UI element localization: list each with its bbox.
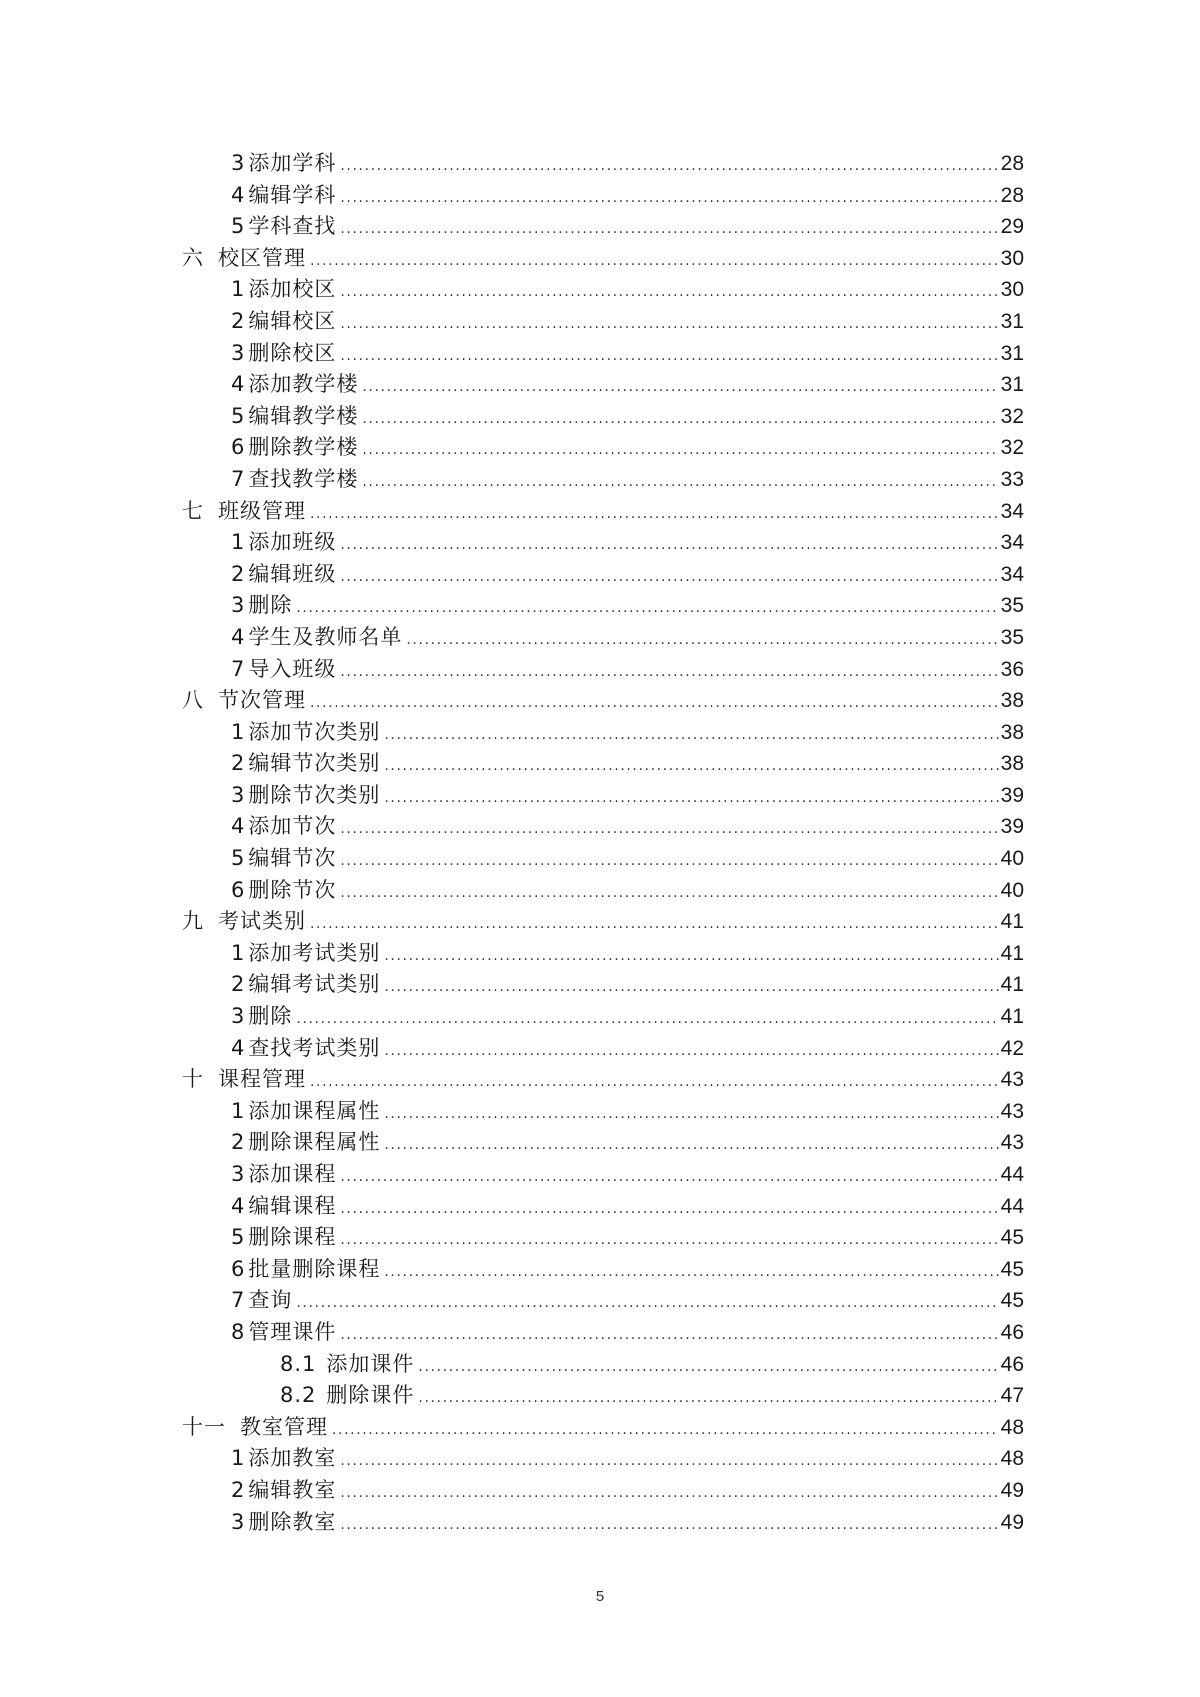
toc-entry-page-number: 46 [1000, 1352, 1024, 1376]
toc-chapter-entry[interactable] [182, 1064, 1024, 1096]
toc-entry-title: 编辑教室 [248, 1477, 337, 1502]
toc-entry-label [231, 875, 336, 907]
dot-leader [384, 1099, 998, 1131]
dot-leader [362, 435, 998, 467]
toc-entry-title: 课程管理 [218, 1067, 306, 1092]
dot-leader [362, 467, 998, 499]
toc-entry-title: 删除节次类别 [248, 782, 381, 807]
toc-entry-number: 3 [231, 1509, 246, 1534]
toc-entry-title: 查询 [248, 1288, 293, 1313]
toc-entry-title: 编辑校区 [248, 308, 337, 333]
toc-entry-number: 8.2 [280, 1383, 317, 1408]
dot-leader [310, 499, 999, 531]
toc-entry-page-number: 38 [1000, 752, 1024, 776]
toc-section-entry[interactable] [182, 1507, 1024, 1539]
toc-entry-number: 六 [182, 245, 204, 270]
toc-entry-page-number: 31 [1000, 341, 1024, 365]
toc-entry-number: 7 [231, 656, 246, 681]
toc-entry-page-number: 45 [1000, 1289, 1024, 1313]
toc-section-entry[interactable] [182, 211, 1024, 243]
toc-section-entry[interactable] [182, 938, 1024, 970]
dot-leader [340, 1446, 998, 1478]
toc-entry-page-number: 41 [1000, 1005, 1024, 1029]
toc-entry-number: 七 [182, 498, 204, 523]
toc-entry-page-number: 33 [1000, 467, 1024, 491]
dot-leader [384, 751, 998, 783]
toc-entry-number: 4 [231, 814, 246, 839]
toc-entry-number: 九 [182, 909, 204, 934]
toc-section-entry[interactable] [182, 306, 1024, 338]
toc-entry-title: 删除课程属性 [248, 1130, 381, 1155]
toc-entry-label [231, 969, 380, 1001]
toc-entry-number: 4 [231, 1193, 246, 1218]
toc-entry-page-number: 42 [1000, 1036, 1024, 1060]
toc-entry-label [231, 1507, 336, 1539]
toc-entry-label [231, 148, 336, 180]
toc-entry-page-number: 40 [1000, 878, 1024, 902]
toc-section-entry[interactable] [182, 717, 1024, 749]
toc-entry-title: 删除课程 [248, 1225, 337, 1250]
toc-section-entry[interactable] [182, 748, 1024, 780]
toc-entry-label [231, 1033, 380, 1065]
toc-section-entry[interactable] [182, 464, 1024, 496]
toc-chapter-entry[interactable] [182, 1412, 1024, 1444]
toc-entry-label [231, 432, 358, 464]
toc-entry-label [231, 1096, 380, 1128]
dot-leader [340, 562, 998, 594]
dot-leader [340, 1478, 998, 1510]
dot-leader [340, 277, 998, 309]
dot-leader [340, 846, 998, 878]
toc-entry-title: 添加课程属性 [248, 1098, 381, 1123]
dot-leader [406, 625, 998, 657]
toc-entry-page-number: 34 [1000, 531, 1024, 555]
toc-entry-number: 2 [231, 972, 246, 997]
toc-entry-label [231, 622, 402, 654]
toc-entry-title: 编辑节次 [248, 846, 337, 871]
toc-entry-title: 删除教室 [248, 1509, 337, 1534]
dot-leader [310, 1067, 999, 1099]
toc-entry-title: 导入班级 [248, 656, 337, 681]
toc-entry-label [182, 496, 306, 528]
toc-entry-page-number: 34 [1000, 499, 1024, 523]
toc-entry-number: 8 [231, 1319, 246, 1344]
toc-section-entry[interactable] [182, 1127, 1024, 1159]
toc-entry-label [231, 1222, 336, 1254]
toc-entry-title: 校区管理 [218, 245, 306, 270]
dot-leader [340, 814, 998, 846]
toc-entry-number: 7 [231, 466, 246, 491]
dot-leader [340, 1320, 998, 1352]
toc-entry-title: 添加校区 [248, 277, 337, 302]
toc-entry-page-number: 39 [1000, 815, 1024, 839]
toc-entry-number: 2 [231, 751, 246, 776]
dot-leader [418, 1352, 998, 1384]
toc-section-entry[interactable] [182, 1254, 1024, 1286]
toc-entry-title: 学科查找 [248, 214, 337, 239]
toc-entry-label [231, 1001, 292, 1033]
toc-entry-number: 2 [231, 308, 246, 333]
toc-section-entry[interactable] [182, 274, 1024, 306]
toc-entry-label [231, 938, 380, 970]
toc-entry-title: 编辑节次类别 [248, 751, 381, 776]
dot-leader [340, 151, 998, 183]
toc-entry-title: 添加课件 [326, 1351, 415, 1376]
toc-entry-page-number: 32 [1000, 404, 1024, 428]
toc-subsection-entry[interactable] [182, 1349, 1024, 1381]
toc-entry-number: 3 [231, 1004, 246, 1029]
toc-entry-title: 删除 [248, 1004, 293, 1029]
toc-entry-page-number: 32 [1000, 436, 1024, 460]
dot-leader [296, 593, 998, 625]
toc-section-entry[interactable] [182, 622, 1024, 654]
table-of-contents [182, 148, 1024, 1538]
toc-section-entry[interactable] [182, 654, 1024, 686]
toc-entry-label [231, 1254, 380, 1286]
toc-entry-number: 8.1 [280, 1351, 317, 1376]
toc-entry-page-number: 41 [1000, 941, 1024, 965]
toc-entry-title: 班级管理 [218, 498, 306, 523]
dot-leader [296, 1288, 998, 1320]
toc-entry-page-number: 44 [1000, 1194, 1024, 1218]
toc-entry-title: 查找考试类别 [248, 1035, 381, 1060]
toc-section-entry[interactable] [182, 1285, 1024, 1317]
toc-section-entry[interactable] [182, 338, 1024, 370]
toc-entry-page-number: 30 [1000, 246, 1024, 270]
toc-entry-label [280, 1380, 414, 1412]
dot-leader [340, 1225, 998, 1257]
toc-entry-label [231, 1285, 292, 1317]
toc-entry-number: 4 [231, 624, 246, 649]
page-number: 5 [595, 1588, 605, 1605]
toc-entry-page-number: 43 [1000, 1068, 1024, 1092]
toc-entry-page-number: 45 [1000, 1226, 1024, 1250]
dot-leader [384, 1257, 998, 1289]
toc-entry-number: 5 [231, 846, 246, 871]
toc-entry-label [231, 1317, 336, 1349]
dot-leader [340, 530, 998, 562]
toc-section-entry[interactable] [182, 527, 1024, 559]
dot-leader [340, 183, 998, 215]
toc-entry-number: 5 [231, 1225, 246, 1250]
dot-leader [418, 1383, 998, 1415]
toc-entry-label [231, 1191, 336, 1223]
toc-entry-page-number: 49 [1000, 1478, 1024, 1502]
toc-entry-label [182, 685, 306, 717]
toc-section-entry[interactable] [182, 969, 1024, 1001]
toc-entry-number: 1 [231, 940, 246, 965]
toc-entry-number: 3 [231, 1162, 246, 1186]
toc-entry-title: 节次管理 [218, 688, 306, 713]
dot-leader [310, 688, 999, 720]
toc-entry-label [231, 464, 358, 496]
toc-entry-number: 5 [231, 403, 246, 428]
toc-section-entry[interactable] [182, 369, 1024, 401]
toc-entry-label [182, 1412, 328, 1444]
toc-entry-page-number: 36 [1000, 657, 1024, 681]
toc-section-entry[interactable] [182, 401, 1024, 433]
toc-entry-page-number: 45 [1000, 1257, 1024, 1281]
toc-subsection-entry[interactable] [182, 1380, 1024, 1412]
toc-chapter-entry[interactable] [182, 685, 1024, 717]
toc-entry-number: 4 [231, 182, 246, 207]
dot-leader [362, 404, 998, 436]
toc-entry-number: 2 [231, 1130, 246, 1155]
toc-entry-number: 2 [231, 1477, 246, 1502]
dot-leader [340, 341, 998, 373]
toc-entry-title: 查找教学楼 [248, 466, 359, 491]
toc-entry-number: 1 [231, 530, 246, 555]
toc-entry-page-number: 31 [1000, 373, 1024, 397]
toc-entry-label [231, 306, 336, 338]
toc-entry-number: 6 [231, 1256, 246, 1281]
toc-entry-page-number: 29 [1000, 215, 1024, 239]
toc-section-entry[interactable] [182, 559, 1024, 591]
toc-entry-page-number: 30 [1000, 278, 1024, 302]
toc-entry-title: 教室管理 [240, 1414, 328, 1439]
toc-entry-page-number: 38 [1000, 720, 1024, 744]
toc-section-entry[interactable] [182, 590, 1024, 622]
toc-entry-page-number: 35 [1000, 594, 1024, 618]
toc-section-entry[interactable] [182, 1033, 1024, 1065]
toc-entry-title: 添加节次类别 [248, 719, 381, 744]
toc-entry-page-number: 34 [1000, 562, 1024, 586]
toc-entry-number: 1 [231, 1098, 246, 1123]
toc-entry-title: 删除课件 [326, 1383, 415, 1408]
toc-entry-page-number: 38 [1000, 689, 1024, 713]
dot-leader [384, 1036, 998, 1068]
toc-entry-number: 7 [231, 1288, 246, 1313]
toc-chapter-entry[interactable] [182, 906, 1024, 938]
toc-entry-label [231, 780, 380, 812]
toc-entry-title: 编辑课程 [248, 1193, 337, 1218]
toc-entry-number: 八 [182, 688, 204, 713]
toc-entry-label [231, 180, 336, 212]
toc-entry-number: 6 [231, 877, 246, 902]
toc-entry-page-number: 49 [1000, 1510, 1024, 1534]
toc-entry-title: 添加考试类别 [248, 940, 381, 965]
toc-section-entry[interactable] [182, 1222, 1024, 1254]
toc-entry-page-number: 31 [1000, 309, 1024, 333]
toc-entry-title: 编辑班级 [248, 561, 337, 586]
toc-entry-label [231, 369, 358, 401]
toc-entry-label [231, 211, 336, 243]
dot-leader [340, 878, 998, 910]
toc-section-entry[interactable] [182, 148, 1024, 180]
toc-entry-title: 添加节次 [248, 814, 337, 839]
toc-section-entry[interactable] [182, 1001, 1024, 1033]
toc-entry-label [231, 717, 380, 749]
toc-entry-title: 删除节次 [248, 877, 337, 902]
dot-leader [332, 1415, 999, 1447]
dot-leader [296, 1004, 998, 1036]
toc-entry-number: 4 [231, 1035, 246, 1060]
toc-entry-label [231, 654, 336, 686]
toc-entry-title: 批量删除课程 [248, 1256, 381, 1281]
toc-entry-label [231, 338, 336, 370]
toc-entry-title: 添加学科 [248, 151, 337, 175]
dot-leader [340, 309, 998, 341]
toc-entry-label [182, 243, 306, 275]
toc-entry-label [231, 274, 336, 306]
dot-leader [384, 720, 998, 752]
toc-section-entry[interactable] [182, 1159, 1024, 1191]
toc-entry-label [231, 1159, 336, 1191]
toc-section-entry[interactable] [182, 432, 1024, 464]
toc-entry-page-number: 35 [1000, 625, 1024, 649]
toc-entry-page-number: 41 [1000, 973, 1024, 997]
toc-entry-title: 考试类别 [218, 909, 306, 934]
dot-leader [340, 657, 998, 689]
toc-entry-label [231, 748, 380, 780]
toc-entry-label [231, 559, 336, 591]
toc-entry-number: 1 [231, 1446, 246, 1471]
toc-entry-page-number: 48 [1000, 1447, 1024, 1471]
toc-entry-label [182, 1064, 306, 1096]
toc-entry-page-number: 43 [1000, 1099, 1024, 1123]
toc-entry-label [231, 843, 336, 875]
toc-entry-number: 3 [231, 151, 246, 175]
toc-entry-page-number: 44 [1000, 1163, 1024, 1186]
dot-leader [310, 246, 999, 278]
dot-leader [340, 1194, 998, 1226]
toc-entry-label [231, 1443, 336, 1475]
toc-entry-number: 十 [182, 1067, 204, 1092]
toc-entry-label [231, 527, 336, 559]
toc-entry-page-number: 41 [1000, 910, 1024, 934]
toc-entry-title: 添加教学楼 [248, 372, 359, 397]
toc-entry-number: 3 [231, 593, 246, 618]
toc-entry-title: 编辑学科 [248, 182, 337, 207]
toc-entry-number: 6 [231, 435, 246, 460]
toc-entry-page-number: 28 [1000, 183, 1024, 207]
dot-leader [384, 783, 998, 815]
toc-entry-page-number: 43 [1000, 1131, 1024, 1155]
dot-leader [362, 372, 998, 404]
toc-entry-title: 添加教室 [248, 1446, 337, 1471]
toc-entry-title: 编辑教学楼 [248, 403, 359, 428]
toc-entry-page-number: 40 [1000, 847, 1024, 871]
toc-entry-number: 5 [231, 214, 246, 239]
toc-entry-page-number: 28 [1000, 152, 1024, 175]
toc-entry-label [280, 1349, 414, 1381]
toc-entry-page-number: 47 [1000, 1384, 1024, 1408]
toc-entry-label [231, 1127, 380, 1159]
toc-section-entry[interactable] [182, 1443, 1024, 1475]
toc-entry-title: 删除 [248, 593, 293, 618]
toc-section-entry[interactable] [182, 843, 1024, 875]
toc-entry-page-number: 39 [1000, 783, 1024, 807]
toc-section-entry[interactable] [182, 875, 1024, 907]
toc-section-entry[interactable] [182, 811, 1024, 843]
toc-entry-title: 删除校区 [248, 340, 337, 365]
toc-entry-number: 十一 [182, 1414, 226, 1439]
toc-section-entry[interactable] [182, 1475, 1024, 1507]
dot-leader [340, 1162, 998, 1194]
toc-entry-label [231, 1475, 336, 1507]
dot-leader [384, 941, 998, 973]
toc-entry-label [182, 906, 306, 938]
toc-chapter-entry[interactable] [182, 243, 1024, 275]
dot-leader [310, 909, 999, 941]
toc-entry-number: 3 [231, 782, 246, 807]
toc-section-entry[interactable] [182, 780, 1024, 812]
toc-entry-number: 2 [231, 561, 246, 586]
toc-entry-title: 编辑考试类别 [248, 972, 381, 997]
toc-entry-number: 1 [231, 277, 246, 302]
toc-entry-label [231, 811, 336, 843]
toc-chapter-entry[interactable] [182, 496, 1024, 528]
toc-entry-title: 添加课程 [248, 1162, 337, 1186]
toc-entry-label [231, 401, 358, 433]
dot-leader [384, 972, 998, 1004]
toc-entry-title: 添加班级 [248, 530, 337, 555]
toc-entry-label [231, 590, 292, 622]
dot-leader [384, 1130, 998, 1162]
toc-entry-title: 学生及教师名单 [248, 624, 403, 649]
toc-entry-title: 管理课件 [248, 1319, 337, 1344]
toc-section-entry[interactable] [182, 1317, 1024, 1349]
toc-section-entry[interactable] [182, 180, 1024, 212]
toc-section-entry[interactable] [182, 1096, 1024, 1128]
toc-entry-page-number: 46 [1000, 1320, 1024, 1344]
toc-entry-page-number: 48 [1000, 1415, 1024, 1439]
dot-leader [340, 214, 998, 246]
dot-leader [340, 1510, 998, 1542]
toc-entry-number: 1 [231, 719, 246, 744]
toc-entry-number: 4 [231, 372, 246, 397]
toc-section-entry[interactable] [182, 1191, 1024, 1223]
toc-entry-title: 删除教学楼 [248, 435, 359, 460]
toc-entry-number: 3 [231, 340, 246, 365]
